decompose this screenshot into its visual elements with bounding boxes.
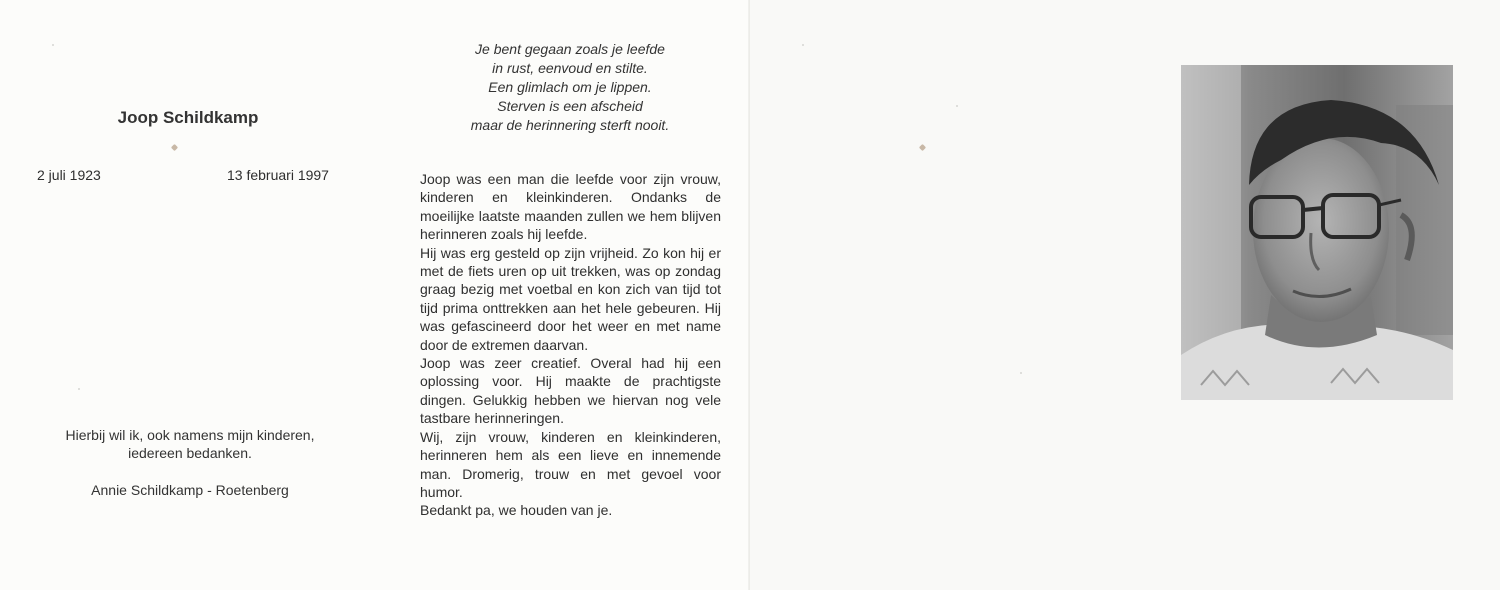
poem-line: Sterven is een afscheid — [497, 98, 643, 114]
acknowledgement-text — [30, 426, 350, 462]
tribute-paragraph: Wij, zijn vrouw, kinderen en kleinkinderen, herinneren hem als een lieve en innemende man. Dromerig, trouw en met gevoel voor humor. — [420, 428, 721, 500]
poem-line: Je bent gegaan zoals je leefde — [475, 41, 665, 57]
poem-line: maar de herinnering sterft nooit. — [470, 117, 670, 133]
portrait-photo — [1181, 65, 1453, 400]
signature: Annie Schildkamp - Roetenberg — [91, 482, 289, 498]
paper-speck — [802, 44, 804, 46]
acknowledgement-line-2: iedereen bedanken. — [128, 445, 252, 461]
paper-speck — [956, 105, 958, 107]
tribute-paragraph: Hij was erg gesteld op zijn vrijheid. Zo kon hij er met de fiets uren op uit trekken, was op zondag graag bezig met voetbal en kon zich van tijd tot tijd prima onttrekken aan het hele gebeuren. Hij was gefascineerd door het weer en met name door de extremen daarvan. — [420, 244, 721, 353]
poem-line: in rust, eenvoud en stilte. — [492, 60, 648, 76]
acknowledgement-line-1: Hierbij wil ik, ook namens mijn kinderen, — [65, 427, 315, 443]
death-date: 13 februari 1997 — [227, 167, 329, 183]
poem-line: Een glimlach om je lippen. — [488, 79, 652, 95]
portrait-image — [1181, 65, 1453, 400]
tribute-paragraph: Joop was zeer creatief. Overal had hij een oplossing voor. Hij maakte de prachtigste dingen. Gelukkig hebben we hiervan nog vele tastbare herinneringen. — [420, 355, 721, 427]
paper-speck — [1020, 372, 1022, 374]
poem — [400, 40, 740, 135]
ornament-dot — [171, 144, 178, 151]
tribute-paragraph: Bedankt pa, we houden van je. — [420, 502, 613, 519]
tribute-text — [420, 170, 721, 520]
birth-date: 2 juli 1923 — [37, 167, 101, 183]
paper-speck — [78, 388, 80, 390]
deceased-name: Joop Schildkamp — [117, 108, 259, 127]
tribute-paragraph: Joop was een man die leefde voor zijn vrouw, kinderen en kleinkinderen. Ondanks de moeilijke laatste maanden zullen we hem blijven herinneren zoals hij leefde. — [420, 171, 721, 243]
paper-speck — [52, 44, 54, 46]
